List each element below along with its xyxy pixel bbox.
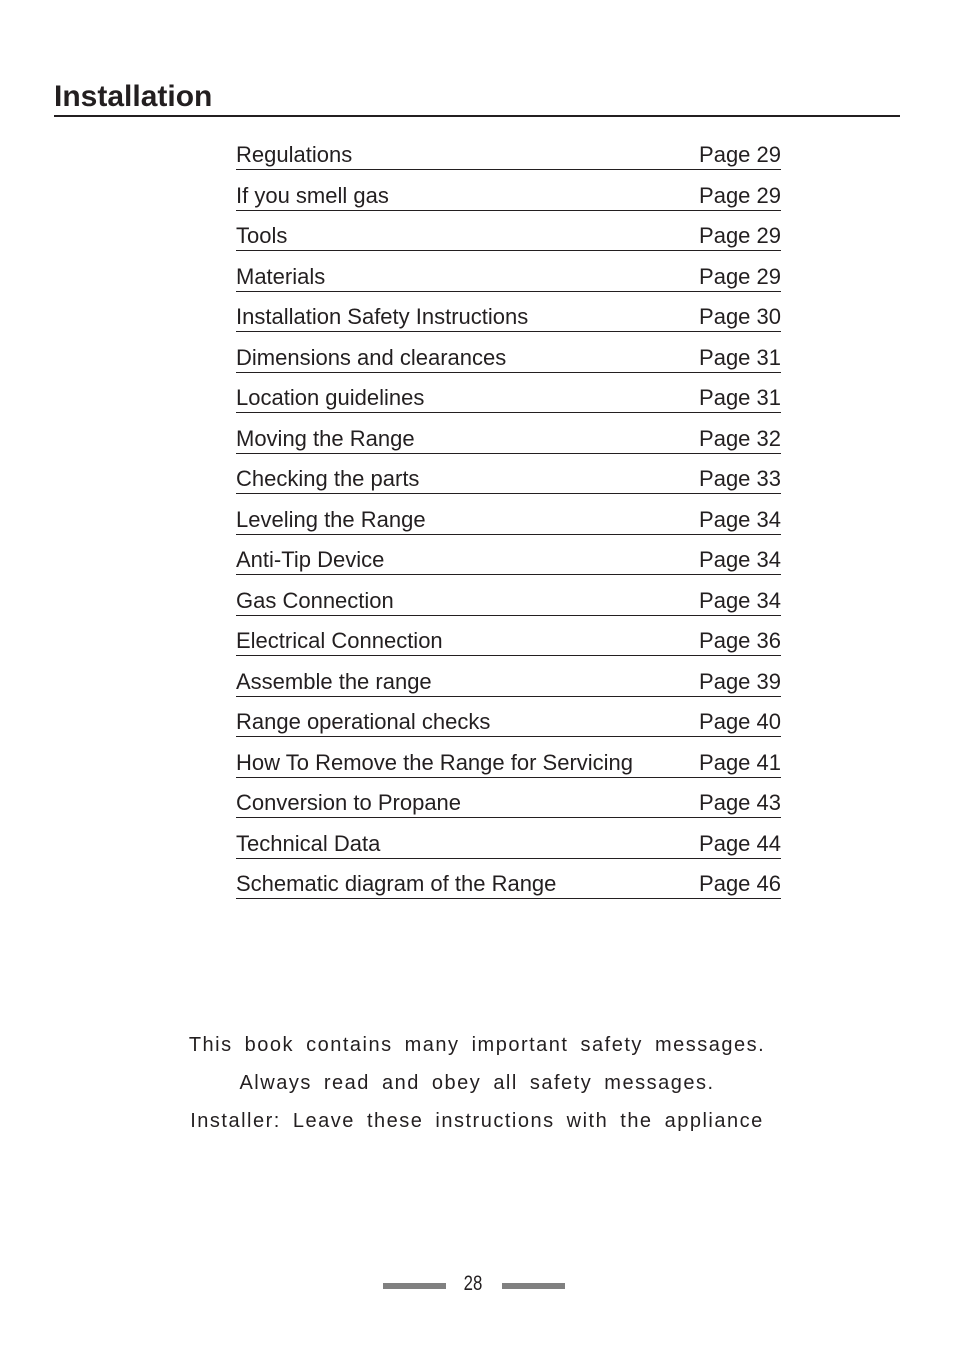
- toc-entry-page: Page 39: [699, 668, 781, 694]
- toc-entry-page: Page 29: [699, 223, 781, 248]
- toc-entry-label: Assemble the range: [236, 668, 432, 694]
- safety-notice-line: Installer: Leave these instructions with the appliance: [190, 1110, 764, 1132]
- toc-entry-label: If you smell gas: [236, 182, 389, 208]
- toc-row: [236, 616, 781, 657]
- toc-entry-page: Page 32: [699, 425, 781, 451]
- toc-entry-label: Installation Safety Instructions: [236, 304, 529, 329]
- toc-entry-page: Page 40: [699, 709, 781, 734]
- toc-row: [236, 494, 781, 535]
- toc-entry-page: Page 46: [699, 871, 781, 896]
- toc-entry-label: Conversion to Propane: [236, 790, 462, 815]
- safety-notice-line: Always read and obey all safety messages.: [239, 1072, 715, 1094]
- toc-row: [236, 778, 781, 819]
- footer-bar-right: [502, 1283, 565, 1289]
- page-number: 28: [463, 1272, 483, 1295]
- toc-entry-label: Tools: [236, 223, 288, 248]
- toc-entry-label: Range operational checks: [236, 709, 491, 734]
- footer-bar-left: [383, 1283, 446, 1289]
- toc-row: [236, 697, 781, 738]
- toc-row: [236, 413, 781, 454]
- toc-entry-page: Page 43: [699, 790, 781, 815]
- toc-entry-label: How To Remove the Range for Servicing: [236, 749, 634, 775]
- toc-entry-page: Page 29: [699, 142, 781, 167]
- toc-row: [236, 535, 781, 576]
- toc-entry-page: Page 34: [699, 506, 781, 532]
- toc-row: [236, 818, 781, 859]
- toc-entry-page: Page 31: [699, 344, 781, 370]
- toc-entry-page: Page 34: [699, 547, 781, 572]
- safety-notice: [0, 1026, 954, 1140]
- table-of-contents: [236, 130, 781, 900]
- toc-entry-label: Location guidelines: [236, 385, 425, 410]
- toc-row: [236, 292, 781, 333]
- toc-row: [236, 332, 781, 373]
- toc-row: [236, 251, 781, 292]
- toc-entry-label: Electrical Connection: [236, 628, 443, 653]
- toc-entry-label: Moving the Range: [236, 425, 415, 451]
- toc-entry-page: Page 29: [699, 182, 781, 208]
- toc-entry-label: Checking the parts: [236, 466, 420, 491]
- toc-entry-page: Page 31: [699, 385, 781, 410]
- toc-row: [236, 130, 781, 171]
- toc-entry-page: Page 30: [699, 304, 781, 329]
- toc-entry-label: Regulations: [236, 142, 353, 167]
- toc-entry-label: Technical Data: [236, 830, 381, 856]
- toc-entry-label: Schematic diagram of the Range: [236, 871, 557, 896]
- toc-entry-label: Dimensions and clearances: [236, 344, 507, 370]
- toc-row: [236, 373, 781, 414]
- toc-row: [236, 211, 781, 252]
- safety-notice-line: This book contains many important safety messages.: [188, 1034, 766, 1056]
- toc-entry-label: Materials: [236, 263, 326, 289]
- title-rule: [54, 115, 900, 117]
- toc-entry-page: Page 41: [699, 749, 781, 775]
- toc-entry-page: Page 33: [699, 466, 781, 491]
- toc-entry-label: Gas Connection: [236, 587, 394, 613]
- toc-row: [236, 454, 781, 495]
- page-title: Installation: [54, 80, 213, 113]
- toc-entry-page: Page 44: [699, 830, 781, 856]
- toc-entry-label: Leveling the Range: [236, 506, 426, 532]
- toc-row: [236, 859, 781, 900]
- toc-entry-page: Page 34: [699, 587, 781, 613]
- toc-row: [236, 737, 781, 778]
- toc-row: [236, 170, 781, 211]
- toc-row: [236, 656, 781, 697]
- toc-row: [236, 575, 781, 616]
- toc-entry-label: Anti-Tip Device: [236, 547, 385, 572]
- toc-entry-page: Page 36: [699, 628, 781, 653]
- toc-entry-page: Page 29: [699, 263, 781, 289]
